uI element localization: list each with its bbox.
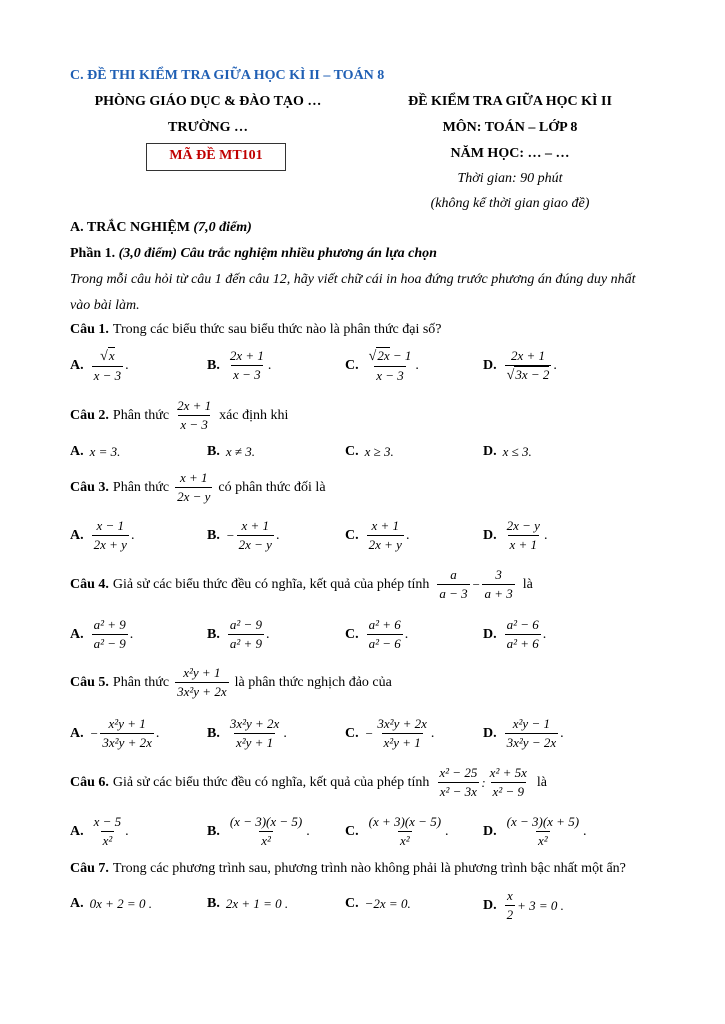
question-1: Câu 1. Trong các biểu thức sau biểu thức nào là phân thức đại số? bbox=[70, 322, 442, 337]
q7-option-d[interactable]: D. $\frac{x}{2}$ + 3 = 0 . bbox=[483, 888, 564, 922]
part1-heading: Phần 1. (3,0 điểm) Câu trắc nghiệm nhiều phương án lựa chọn bbox=[70, 246, 437, 261]
question-6: Câu 6. Giả sử các biểu thức đều có nghĩa, kết quả của phép tính $\frac{\text{x² − 25}}{\text{x² − 3x}}$ : $\frac{\text{x² + 5x}}{\text{x² − 9}}$ là bbox=[70, 765, 547, 799]
q7-option-b[interactable]: B. 2x + 1 = 0 . bbox=[207, 896, 289, 911]
exam-title: ĐỀ KIỂM TRA GIỮA HỌC KÌ II bbox=[408, 94, 612, 109]
q2-option-b[interactable]: B. x ≠ 3. bbox=[207, 444, 255, 459]
question-2: Câu 2. Phân thức $\frac{2x + 1}{x - 3}$ xác định khi bbox=[70, 398, 289, 432]
q2-option-a[interactable]: A. x = 3. bbox=[70, 444, 121, 459]
question-7: Câu 7. Trong các phương trình sau, phương trình nào không phải là phương trình bậc nhất một ẩn? bbox=[70, 861, 626, 876]
question-5: Câu 5. Phân thức $\frac{\text{x²y + 1}}{\text{3x²y + 2x}}$ là phân thức nghịch đảo của bbox=[70, 665, 392, 699]
q5-option-d[interactable]: D. $\frac{\text{x²y − 1}}{\text{3x²y − 2x}}$ . bbox=[483, 716, 564, 750]
q4-option-d[interactable]: D. $\frac{\text{a² − 6}}{\text{a² + 6}}$ . bbox=[483, 617, 547, 651]
q7-option-a[interactable]: A. 0x + 2 = 0 . bbox=[70, 896, 152, 911]
q7-option-c[interactable]: C. −2x = 0. bbox=[345, 896, 411, 911]
q5-option-c[interactable]: C. − $\frac{\text{3x²y + 2x}}{\text{x²y + 1}}$ . bbox=[345, 716, 435, 750]
q4-option-c[interactable]: C. $\frac{\text{a² + 6}}{\text{a² − 6}}$ . bbox=[345, 617, 409, 651]
q2-option-d[interactable]: D. x ≤ 3. bbox=[483, 444, 532, 459]
question-4: Câu 4. Giả sử các biểu thức đều có nghĩa, kết quả của phép tính $\frac{a}{a - 3}$ − $\frac{3}{a + 3}$ là bbox=[70, 567, 533, 601]
exam-code-box: MÃ ĐỀ MT101 bbox=[146, 143, 286, 171]
q6-option-d[interactable]: D. $\frac{(x - 3)(x + 5)}{\text{x²}}$ . bbox=[483, 814, 587, 848]
question-3: Câu 3. Phân thức $\frac{x + 1}{2x - y}$ có phân thức đối là bbox=[70, 470, 326, 504]
q3-option-c[interactable]: C. $\frac{x + 1}{2x + y}$ . bbox=[345, 518, 410, 552]
q3-option-a[interactable]: A. $\frac{x - 1}{2x + y}$ . bbox=[70, 518, 135, 552]
instructions-line1: Trong mỗi câu hỏi từ câu 1 đến câu 12, hãy viết chữ cái in hoa đứng trước phương án đúng duy nhất bbox=[70, 272, 636, 287]
dept-name: PHÒNG GIÁO DỤC & ĐÀO TẠO … bbox=[94, 94, 322, 109]
school-name: TRƯỜNG … bbox=[168, 120, 248, 135]
q6-option-b[interactable]: B. $\frac{(x - 3)(x - 5)}{\text{x²}}$ . bbox=[207, 814, 310, 848]
q2-option-c[interactable]: C. x ≥ 3. bbox=[345, 444, 394, 459]
instructions-line2: vào bài làm. bbox=[70, 298, 140, 313]
time-note: (không kể thời gian giao đề) bbox=[430, 196, 590, 211]
section-title: C. ĐỀ THI KIỂM TRA GIỮA HỌC KÌ II – TOÁN 8 bbox=[70, 68, 385, 83]
q5-option-b[interactable]: B. $\frac{\text{3x²y + 2x}}{\text{x²y + 1}}$ . bbox=[207, 716, 287, 750]
q6-option-a[interactable]: A. $\frac{x - 5}{\text{x²}}$ . bbox=[70, 814, 129, 848]
q4-option-b[interactable]: B. $\frac{\text{a² − 9}}{\text{a² + 9}}$ . bbox=[207, 617, 270, 651]
q6-option-c[interactable]: C. $\frac{(x + 3)(x - 5)}{\text{x²}}$ . bbox=[345, 814, 449, 848]
q4-option-a[interactable]: A. $\frac{\text{a² + 9}}{\text{a² − 9}}$ . bbox=[70, 617, 134, 651]
q1-option-b[interactable]: B. $\frac{2x + 1}{x - 3}$ . bbox=[207, 348, 272, 382]
q1-option-c[interactable]: C. $\frac{√2x - 1}{x - 3}$ . bbox=[345, 348, 419, 383]
q3-option-d[interactable]: D. $\frac{2x - y}{x + 1}$ . bbox=[483, 518, 548, 552]
school-year: NĂM HỌC: … – … bbox=[450, 146, 570, 161]
part-a-heading: A. TRẮC NGHIỆM (7,0 điểm) bbox=[70, 220, 252, 235]
q1-option-d[interactable]: D. $\frac{2x + 1}{√3x - 2}$ . bbox=[483, 348, 557, 383]
subject: MÔN: TOÁN – LỚP 8 bbox=[442, 120, 578, 135]
exam-time: Thời gian: 90 phút bbox=[457, 171, 563, 186]
q5-option-a[interactable]: A. − $\frac{\text{x²y + 1}}{\text{3x²y + 2x}}$ . bbox=[70, 716, 160, 750]
q1-option-a[interactable]: A. $\frac{√x}{x - 3}$ . bbox=[70, 348, 129, 383]
q3-option-b[interactable]: B. − $\frac{x + 1}{2x - y}$ . bbox=[207, 518, 280, 552]
